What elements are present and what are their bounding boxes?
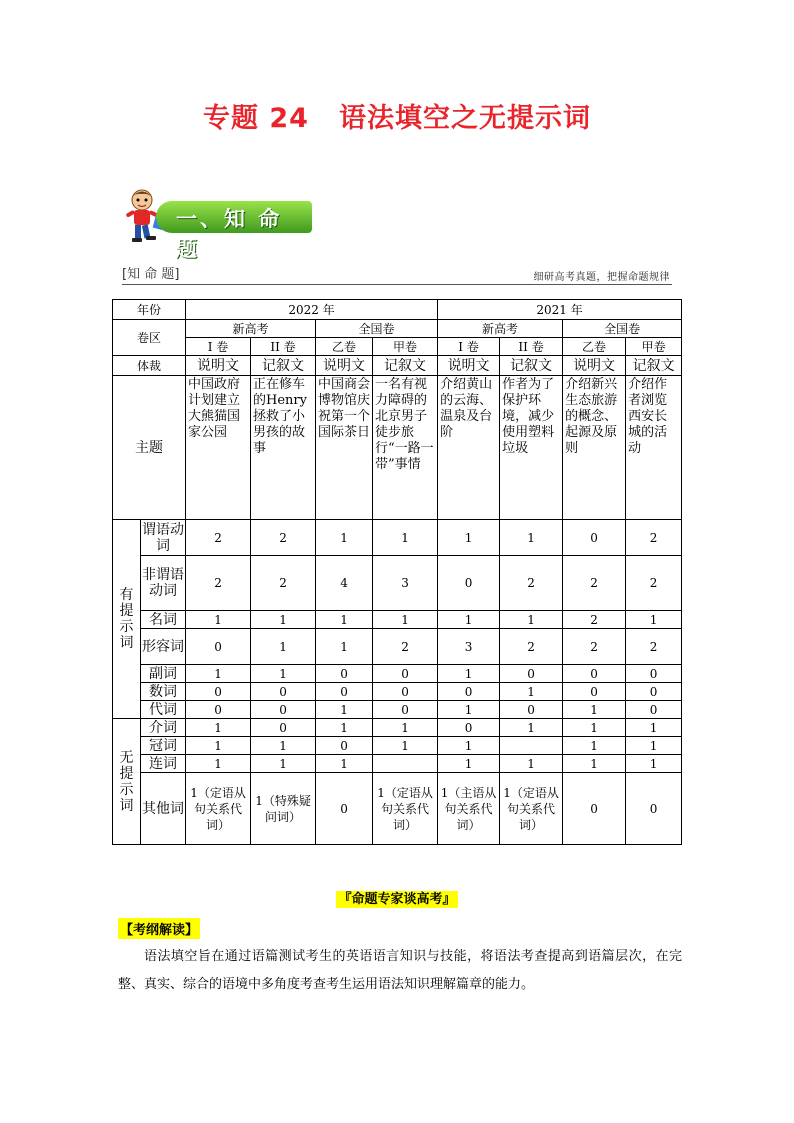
value-cell: 2 — [626, 520, 682, 556]
value-cell: 1 — [316, 719, 373, 737]
value-cell: 1 — [500, 683, 563, 701]
genre-header: 体裁 — [113, 356, 186, 376]
value-cell: 1 — [500, 611, 563, 629]
value-cell: 1 — [563, 755, 626, 773]
theme-cell: 中国商会博物馆庆祝第一个国际茶日 — [316, 376, 373, 520]
theme-cell: 正在修车的Henry拯救了小男孩的故事 — [251, 376, 316, 520]
value-cell: 2 — [563, 556, 626, 611]
value-cell: 0 — [626, 701, 682, 719]
value-cell: 1 — [316, 629, 373, 665]
value-cell — [500, 737, 563, 755]
region-header: 卷区 — [113, 320, 186, 356]
juan-cell: II 卷 — [500, 338, 563, 356]
value-cell: 1 — [373, 520, 438, 556]
value-cell: 1 — [438, 665, 500, 683]
table-row — [113, 665, 682, 683]
value-cell: 1 — [500, 755, 563, 773]
table-row — [113, 520, 682, 556]
juan-cell: 甲卷 — [626, 338, 682, 356]
table-row — [113, 737, 682, 755]
row-label: 连词 — [141, 755, 186, 773]
value-cell: 0 — [316, 665, 373, 683]
table-row — [113, 629, 682, 665]
value-cell: 3 — [438, 629, 500, 665]
genre-cell: 说明文 — [563, 356, 626, 376]
value-cell: 1 — [373, 611, 438, 629]
section-tag: 『命题专家谈高考』 — [338, 892, 456, 907]
value-cell: 1 — [438, 611, 500, 629]
region-xin-2022: 新高考 — [186, 320, 316, 338]
value-cell: 2 — [186, 556, 251, 611]
value-cell: 1（定语从句关系代词） — [373, 773, 438, 845]
value-cell: 2 — [563, 629, 626, 665]
value-cell: 1 — [186, 719, 251, 737]
genre-cell: 记叙文 — [251, 356, 316, 376]
value-cell: 0 — [186, 701, 251, 719]
value-cell: 1 — [438, 701, 500, 719]
exam-analysis-table — [112, 299, 682, 845]
theme-cell: 介绍作者浏览西安长城的活动 — [626, 376, 682, 520]
row-label: 副词 — [141, 665, 186, 683]
value-cell: 1 — [251, 737, 316, 755]
juan-cell: 乙卷 — [316, 338, 373, 356]
value-cell: 0 — [438, 719, 500, 737]
value-cell: 0 — [186, 629, 251, 665]
value-cell: 0 — [563, 520, 626, 556]
value-cell: 1（特殊疑问词） — [251, 773, 316, 845]
theme-cell: 中国政府计划建立大熊猫国家公园 — [186, 376, 251, 520]
value-cell: 0 — [251, 719, 316, 737]
row-label: 非谓语动词 — [141, 556, 186, 611]
genre-cell: 说明文 — [186, 356, 251, 376]
theme-row — [113, 376, 682, 520]
table-row — [113, 773, 682, 845]
value-cell: 0 — [316, 683, 373, 701]
kgjd-label: 【考纲解读】 — [118, 918, 200, 939]
value-cell: 2 — [500, 556, 563, 611]
region-xin-2021: 新高考 — [438, 320, 563, 338]
year-2022: 2022 年 — [186, 300, 438, 320]
value-cell: 0 — [563, 683, 626, 701]
value-cell: 1 — [316, 520, 373, 556]
value-cell: 1 — [500, 520, 563, 556]
juan-cell: 甲卷 — [373, 338, 438, 356]
row-label: 形容词 — [141, 629, 186, 665]
genre-cell: 说明文 — [438, 356, 500, 376]
row-label: 名词 — [141, 611, 186, 629]
value-cell: 0 — [626, 773, 682, 845]
value-cell: 0 — [438, 556, 500, 611]
theme-header: 主题 — [113, 376, 186, 520]
value-cell: 1（定语从句关系代词） — [500, 773, 563, 845]
genre-cell: 说明文 — [316, 356, 373, 376]
value-cell: 1 — [626, 737, 682, 755]
value-cell: 2 — [626, 629, 682, 665]
page-title: 专题 24 语法填空之无提示词 — [203, 103, 591, 134]
region-quanguo-2022: 全国卷 — [316, 320, 438, 338]
row-label: 冠词 — [141, 737, 186, 755]
genre-cell: 记叙文 — [373, 356, 438, 376]
row-label: 数词 — [141, 683, 186, 701]
juan-cell: 乙卷 — [563, 338, 626, 356]
value-cell: 0 — [438, 683, 500, 701]
value-cell: 0 — [626, 683, 682, 701]
value-cell: 0 — [373, 665, 438, 683]
value-cell: 3 — [373, 556, 438, 611]
subheader — [122, 262, 672, 285]
value-cell: 0 — [251, 701, 316, 719]
value-cell: 1 — [438, 737, 500, 755]
value-cell: 1 — [626, 755, 682, 773]
value-cell: 1 — [563, 701, 626, 719]
juan-cell: I 卷 — [186, 338, 251, 356]
subheader-right: 细研高考真题，把握命题规律 — [533, 272, 670, 283]
value-cell: 1 — [500, 719, 563, 737]
value-cell: 1 — [563, 719, 626, 737]
value-cell: 1 — [438, 520, 500, 556]
value-cell: 0 — [563, 773, 626, 845]
banner-text: 一、知 命 题 — [176, 207, 283, 261]
year-2021: 2021 年 — [438, 300, 682, 320]
value-cell: 1（定语从句关系代词） — [186, 773, 251, 845]
group-wu-label: 无提示词 — [113, 719, 141, 845]
value-cell: 0 — [316, 737, 373, 755]
theme-cell: 介绍新兴生态旅游的概念、起源及原则 — [563, 376, 626, 520]
region-row — [113, 320, 682, 338]
value-cell: 0 — [186, 683, 251, 701]
value-cell: 2 — [251, 556, 316, 611]
value-cell: 1 — [316, 611, 373, 629]
value-cell: 2 — [251, 520, 316, 556]
group-you-label: 有提示词 — [113, 520, 141, 719]
value-cell: 2 — [626, 556, 682, 611]
value-cell: 1 — [251, 665, 316, 683]
value-cell: 0 — [373, 683, 438, 701]
juan-row — [113, 338, 682, 356]
row-label: 介词 — [141, 719, 186, 737]
genre-cell: 记叙文 — [626, 356, 682, 376]
row-label: 其他词 — [141, 773, 186, 845]
table-row — [113, 719, 682, 737]
value-cell: 1（主语从句关系代词） — [438, 773, 500, 845]
value-cell: 1 — [316, 755, 373, 773]
value-cell: 2 — [373, 629, 438, 665]
subheader-left: [知 命 题] — [122, 267, 180, 282]
value-cell — [373, 755, 438, 773]
value-cell: 2 — [500, 629, 563, 665]
genre-row — [113, 356, 682, 376]
table-row — [113, 701, 682, 719]
theme-cell: 介绍黄山的云海、温泉及台阶 — [438, 376, 500, 520]
value-cell: 0 — [500, 701, 563, 719]
year-header: 年份 — [113, 300, 186, 320]
juan-cell: I 卷 — [438, 338, 500, 356]
year-row — [113, 300, 682, 320]
value-cell: 1 — [626, 611, 682, 629]
body-paragraph: 语法填空旨在通过语篇测试考生的英语语言知识与技能，将语法考查提高到语篇层次，在完整、真实、综合的语境中多角度考查考生运用语法知识理解篇章的能力。 — [118, 949, 682, 992]
section-banner — [120, 187, 312, 261]
table-row — [113, 611, 682, 629]
value-cell: 0 — [500, 665, 563, 683]
value-cell: 2 — [186, 520, 251, 556]
value-cell: 1 — [438, 755, 500, 773]
row-label: 代词 — [141, 701, 186, 719]
value-cell: 2 — [563, 611, 626, 629]
value-cell: 1 — [563, 737, 626, 755]
table-row — [113, 683, 682, 701]
theme-cell: 一名有视力障碍的北京男子徒步旅行“一路一带”事情 — [373, 376, 438, 520]
value-cell: 1 — [186, 611, 251, 629]
value-cell: 1 — [186, 737, 251, 755]
theme-cell: 作者为了保护环境，减少使用塑料垃圾 — [500, 376, 563, 520]
genre-cell: 记叙文 — [500, 356, 563, 376]
value-cell: 0 — [251, 683, 316, 701]
value-cell: 0 — [563, 665, 626, 683]
value-cell: 1 — [316, 701, 373, 719]
row-label: 谓语动词 — [142, 521, 184, 554]
value-cell: 1 — [186, 755, 251, 773]
table-row — [113, 556, 682, 611]
region-quanguo-2021: 全国卷 — [563, 320, 682, 338]
value-cell: 0 — [626, 665, 682, 683]
value-cell: 1 — [251, 611, 316, 629]
value-cell: 4 — [316, 556, 373, 611]
value-cell: 0 — [316, 773, 373, 845]
table-row — [113, 755, 682, 773]
value-cell: 0 — [373, 701, 438, 719]
banner-bar — [156, 201, 312, 261]
value-cell: 1 — [186, 665, 251, 683]
value-cell: 1 — [251, 629, 316, 665]
value-cell: 1 — [373, 737, 438, 755]
value-cell: 1 — [373, 719, 438, 737]
juan-cell: II 卷 — [251, 338, 316, 356]
value-cell: 1 — [626, 719, 682, 737]
value-cell: 1 — [251, 755, 316, 773]
